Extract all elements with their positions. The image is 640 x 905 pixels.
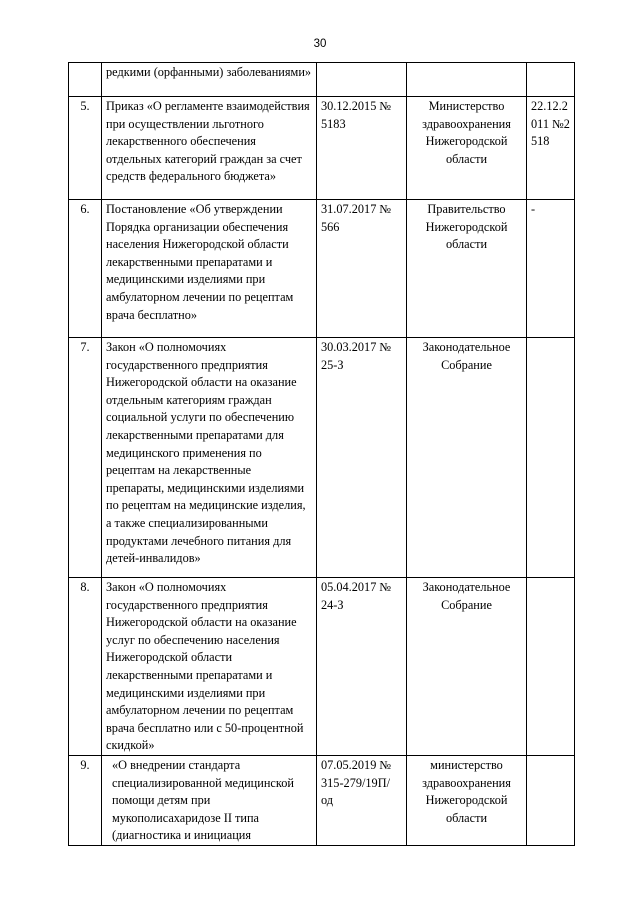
row-number: 7. xyxy=(69,338,102,578)
row-number: 5. xyxy=(69,97,102,200)
document-date-number: 07.05.2019 № 315-279/19П/од xyxy=(317,755,407,845)
document-title: Постановление «Об утверждении Порядка организации обеспечения населения Нижегородской области лекарственными препаратами и медицинскими изделиями при амбулаторном лечении по рецептам врача бесплатно» xyxy=(102,200,317,338)
table-row xyxy=(69,755,575,845)
amendment-info xyxy=(527,578,575,756)
amendment-info: - xyxy=(527,200,575,338)
document-title: Приказ «О регламенте взаимодействия при осуществлении льготного лекарственного обеспечения отдельных категорий граждан за счет средств федерального бюджета» xyxy=(102,97,317,200)
document-title: редкими (орфанными) заболеваниями» xyxy=(102,63,317,97)
row-number: 9. xyxy=(69,755,102,845)
amendment-info xyxy=(527,338,575,578)
row-number: 6. xyxy=(69,200,102,338)
table-row xyxy=(69,97,575,200)
document-date-number xyxy=(317,63,407,97)
document-title: Закон «О полномочиях государственного предприятия Нижегородской области на оказание отдельным категориям граждан социальной услуги по обеспечению лекарственными препаратами для медицинского применения по рецептам на лекарственные препараты, медицинскими изделиями по рецептам на медицинские изделия, а также специализированными продуктами лечебного питания для детей-инвалидов» xyxy=(102,338,317,578)
document-title: Закон «О полномочиях государственного предприятия Нижегородской области на оказание услуг по обеспечению населения Нижегородской области лекарственными препаратами и медицинскими изделиями при амбулаторном лечении по рецептам врача бесплатно или с 50-процентной скидкой» xyxy=(102,578,317,756)
table-row xyxy=(69,578,575,756)
amendment-info xyxy=(527,63,575,97)
row-number xyxy=(69,63,102,97)
issuing-authority: Правительство Нижегородской области xyxy=(407,200,527,338)
document-date-number: 05.04.2017 № 24-З xyxy=(317,578,407,756)
issuing-authority: министерство здравоохранения Нижегородской области xyxy=(407,755,527,845)
amendment-info xyxy=(527,755,575,845)
page-number: 30 xyxy=(313,38,327,50)
table-row xyxy=(69,200,575,338)
amendment-info: 22.12.2011 №2518 xyxy=(527,97,575,200)
issuing-authority: Министерство здравоохранения Нижегородской области xyxy=(407,97,527,200)
issuing-authority: Законодательное Собрание xyxy=(407,338,527,578)
row-number: 8. xyxy=(69,578,102,756)
document-date-number: 30.12.2015 № 5183 xyxy=(317,97,407,200)
document-title: «О внедрении стандарта специализированной медицинской помощи детям при мукополисахаридозе II типа (диагностика и инициация xyxy=(102,755,317,845)
regulations-table xyxy=(68,62,575,846)
table-row xyxy=(69,338,575,578)
document-date-number: 30.03.2017 № 25-З xyxy=(317,338,407,578)
issuing-authority: Законодательное Собрание xyxy=(407,578,527,756)
issuing-authority xyxy=(407,63,527,97)
table-row xyxy=(69,63,575,97)
document-date-number: 31.07.2017 № 566 xyxy=(317,200,407,338)
